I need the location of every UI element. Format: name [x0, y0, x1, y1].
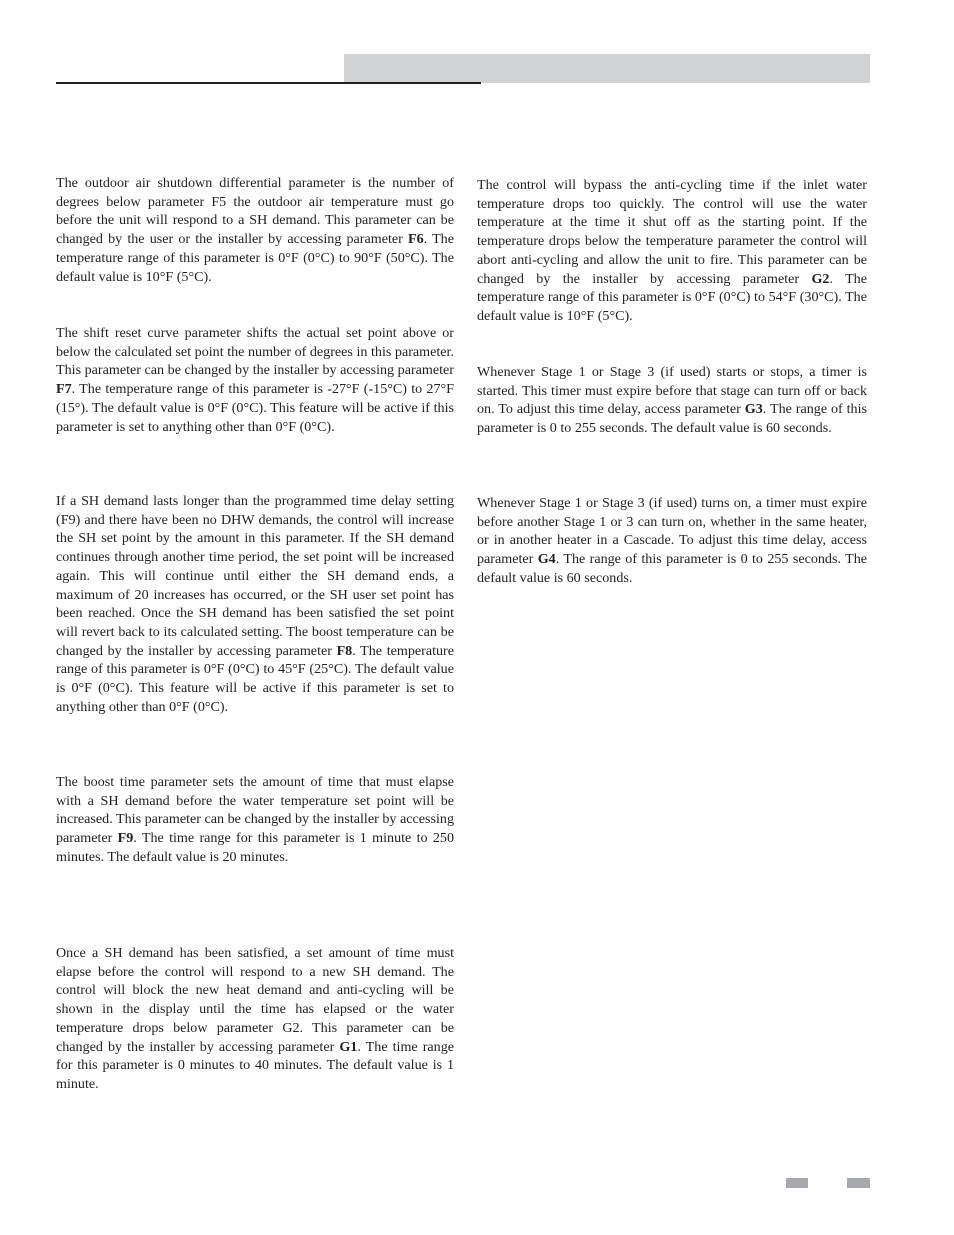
parameter-code: F6 [408, 231, 424, 248]
header-rule [56, 82, 481, 84]
paragraph-text: Whenever Stage 1 or Stage 3 (if used) turns on, a timer must expire before another Stage 1 or 3 can turn on, whether in the same heater, or in another heater in a Cascade. To adjust this time delay, access parameter [477, 495, 867, 568]
paragraph-text: . The range of this parameter is 0 to 255 seconds. The default value is 60 seconds. [477, 401, 867, 437]
paragraph-f7 [56, 324, 454, 436]
parameter-code: F7 [56, 381, 72, 398]
paragraph-f9 [56, 773, 454, 867]
paragraph-text: . The time range for this parameter is 0 minutes to 40 minutes. The default value is 1 minute. [56, 1038, 454, 1092]
paragraph-text: . The temperature range of this parameter is 0°F (0°C) to 54°F (30°C). The default value is 10°F (5°C). [477, 270, 867, 324]
paragraph-text: The boost time parameter sets the amount of time that must elapse with a SH demand before the water temperature set point will be increased. This parameter can be changed by the installer by accessing parameter [56, 774, 454, 847]
paragraph-g1 [56, 944, 454, 1094]
paragraph-text: . The time range for this parameter is 1 minute to 250 minutes. The default value is 20 minutes. [56, 830, 454, 865]
footer-marker-left [786, 1178, 808, 1188]
paragraph-text: . The temperature range of this parameter is -27°F (-15°C) to 27°F (15°). The default value is 0°F (0°C). This feature will be active if this parameter is set to anything other than 0°F (0°C). [56, 381, 454, 435]
parameter-code: G3 [744, 401, 763, 418]
paragraph-text: The control will bypass the anti-cycling time if the inlet water temperature drops too quickly. The control will use the water temperature at the time it shut off as the starting point. If the temperature drops below the temperature parameter the control will abort anti-cycling and allow the unit to fire. This parameter can be changed by the installer by accessing parameter [477, 177, 867, 287]
paragraph-g2 [477, 176, 867, 326]
parameter-code: G1 [339, 1038, 358, 1055]
paragraph-text: Once a SH demand has been satisfied, a set amount of time must elapse before the control will respond to a new SH demand. The control will block the new heat demand and anti-cycling will be shown in the display until the time has elapsed or the water temperature drops below parameter G2. This parameter can be changed by the installer by accessing parameter [56, 945, 454, 1055]
paragraph-text: . The temperature range of this parameter is 0°F (0°C) to 90°F (50°C). The default value is 10°F (5°C). [56, 231, 454, 285]
paragraph-text: The shift reset curve parameter shifts the actual set point above or below the calculated set point the number of degrees in this parameter. This parameter can be changed by the installer by accessing parameter [56, 325, 454, 379]
footer-marker-right [847, 1178, 870, 1188]
parameter-code: F8 [336, 642, 353, 659]
parameter-code: G2 [811, 270, 830, 287]
paragraph-text: . The range of this parameter is 0 to 255 seconds. The default value is 60 seconds. [477, 551, 867, 586]
paragraph-f6 [56, 174, 454, 286]
paragraph-g4 [477, 494, 867, 588]
paragraph-text: . The temperature range of this parameter is 0°F (0°C) to 45°F (25°C). The default value is 0°F (0°C). This feature will be active if this parameter is set to anything other than 0°F (0°C). [56, 642, 454, 715]
paragraph-text: Whenever Stage 1 or Stage 3 (if used) starts or stops, a timer is started. This timer must expire before that stage can turn off or back on. To adjust this time delay, access parameter [477, 364, 867, 418]
paragraph-text: If a SH demand lasts longer than the programmed time delay setting (F9) and there have been no DHW demands, the control will increase the SH set point by the amount in this parameter. If the SH demand continues through another time period, the set point will be increased again. This will continue until either the SH demand ends, a maximum of 20 increases has occurred, or the SH user set point has been reached. Once the SH demand has been satisfied the set point will revert back to its calculated setting. The boost temperature can be changed by the installer by accessing parameter [56, 493, 454, 659]
parameter-code: F9 [117, 830, 134, 847]
paragraph-g3 [477, 363, 867, 438]
header-bar [344, 54, 870, 83]
paragraph-text: The outdoor air shutdown differential parameter is the number of degrees below parameter F5 the outdoor air temperature must go before the unit will respond to a SH demand. This parameter can be changed by the user or the installer by accessing parameter [56, 175, 454, 248]
parameter-code: G4 [537, 551, 556, 568]
paragraph-f8 [56, 492, 454, 716]
